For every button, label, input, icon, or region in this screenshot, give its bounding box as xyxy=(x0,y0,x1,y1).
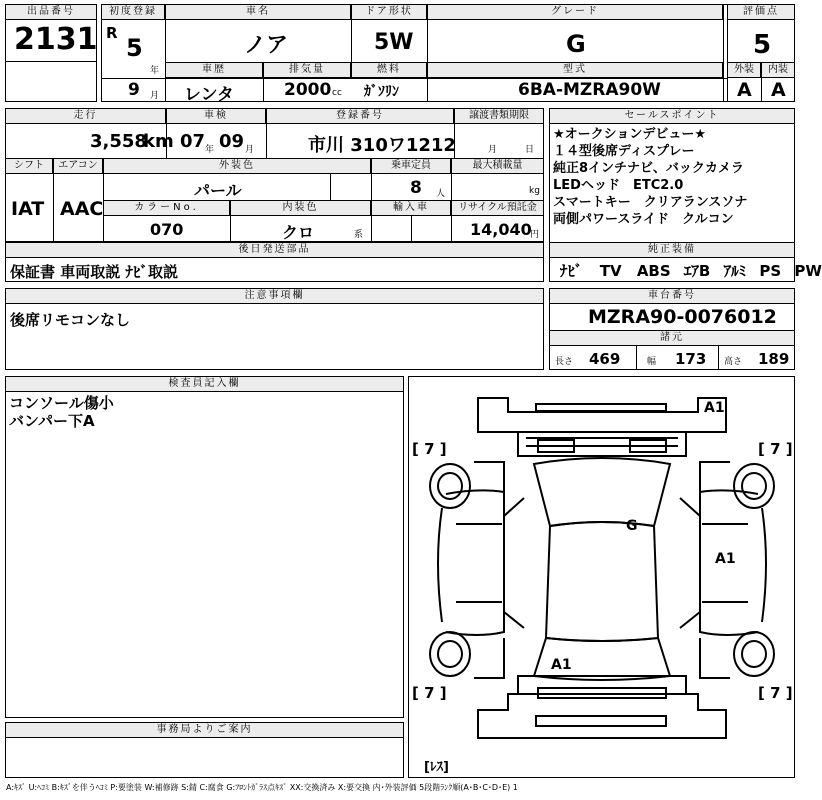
inspection-label: 車検 xyxy=(166,108,266,124)
month-unit: 月 xyxy=(150,91,160,101)
recycle-label: リサイクル預託金 xyxy=(451,200,544,216)
width-label: 幅 xyxy=(647,357,657,367)
spare-tire: [ﾚｽ] xyxy=(424,760,449,775)
inspector-line: コンソール傷小 xyxy=(9,394,114,412)
model-label: 型式 xyxy=(427,62,723,78)
displacement-label: 排気量 xyxy=(263,62,351,78)
score: 5 xyxy=(753,30,772,60)
legend: A:ｷｽﾞ U:ﾍｺﾐ B:ｷｽﾞを伴うﾍｺﾐ P:要塗装 W:補修跡 S:錆 C:腐食 G:ﾌﾛﾝﾄｶﾞﾗｽ点ｷｽﾞ XX:交換済み X:要交換 内･外装評価 5段階ﾗﾝｸ順(A･B･C･D･E) 1 xyxy=(6,783,518,792)
score-label: 評価点 xyxy=(727,4,795,20)
era: R xyxy=(106,24,118,42)
grade: G xyxy=(566,30,586,58)
capacity-unit: 人 xyxy=(436,189,446,199)
first-reg-month: 9 xyxy=(128,80,140,100)
later-parts: 保証書 車両取説 ﾅﾋﾞ取説 xyxy=(10,263,178,281)
specs-label: 諸元 xyxy=(549,330,795,346)
reg-no-label: 登録番号 xyxy=(266,108,454,124)
sales-point-line: 両側パワースライド クルコン xyxy=(553,212,734,227)
lot-number-label: 出品番号 xyxy=(5,4,97,20)
tire-tread-left-front: [ 7 ] xyxy=(412,440,447,458)
int-color-unit: 系 xyxy=(354,230,364,240)
damage-mark-right-side: A1 xyxy=(715,551,736,567)
transfer-day-unit: 日 xyxy=(525,145,535,155)
exterior-score: A xyxy=(737,79,752,101)
equipment-list xyxy=(560,260,822,281)
ac: AAC xyxy=(60,198,104,220)
history-label: 車歴 xyxy=(165,62,263,78)
equipment-item: TV xyxy=(599,262,622,280)
shift: IAT xyxy=(11,198,45,220)
car-outline-diagram xyxy=(408,376,795,778)
max-load-unit: kg xyxy=(529,186,540,196)
recycle-fee: 14,040 xyxy=(470,220,532,239)
tire-tread-right-front: [ 7 ] xyxy=(758,440,793,458)
equipment-label: 純正装備 xyxy=(549,242,795,258)
reg-no: 市川 310ワ1212 xyxy=(308,135,456,156)
height-label: 高さ xyxy=(724,357,743,367)
insp-month-unit: 月 xyxy=(245,145,255,155)
max-load-label: 最大積載量 xyxy=(451,158,544,174)
equipment-item: ﾅﾋﾞ xyxy=(560,262,583,280)
mileage: 3,558 xyxy=(90,131,147,152)
mileage-unit: km xyxy=(143,131,174,152)
sales-point-line: １４型後席ディスプレー xyxy=(553,144,695,159)
ext-color: パール xyxy=(194,181,242,200)
first-reg-label: 初度登録 xyxy=(101,4,165,20)
door-label: ドア形状 xyxy=(351,4,427,20)
damage-mark-front-bumper: A1 xyxy=(704,400,725,416)
import-label: 輸入車 xyxy=(371,200,451,216)
sales-points-label: セールスポイント xyxy=(549,108,795,124)
lot-number: 2131 xyxy=(14,22,98,57)
office-label: 事務局よりご案内 xyxy=(5,722,404,738)
row2-grid xyxy=(5,108,544,242)
height: 189 xyxy=(758,350,790,368)
sales-point-line: LEDヘッド ETC2.0 xyxy=(553,178,684,193)
equipment-item: PS xyxy=(759,262,782,280)
insp-year: 07 xyxy=(180,131,206,152)
shift-label: シフト xyxy=(5,158,53,174)
ext-color-label: 外装色 xyxy=(103,158,371,174)
chassis-number: MZRA90-0076012 xyxy=(588,306,777,328)
interior-score: A xyxy=(771,79,786,101)
tire-tread-right-rear: [ 7 ] xyxy=(758,684,793,702)
mileage-label: 走行 xyxy=(5,108,166,124)
chassis-label: 車台番号 xyxy=(549,288,795,304)
length-label: 長さ xyxy=(555,357,574,367)
exterior-label: 外装 xyxy=(727,62,761,78)
inspector-label: 検査員記入欄 xyxy=(5,376,404,392)
car-name-label: 車名 xyxy=(165,4,351,20)
grade-label: グレード xyxy=(427,4,723,20)
color-no: 070 xyxy=(150,220,184,239)
displacement-unit: cc xyxy=(332,88,342,98)
model: 6BA-MZRA90W xyxy=(518,80,661,100)
width: 173 xyxy=(675,350,707,368)
sales-point-line: 純正8インチナビ、バックカメラ xyxy=(553,161,744,176)
interior-label: 内装 xyxy=(761,62,795,78)
int-color: クロ xyxy=(282,223,315,242)
car-name: ノア xyxy=(244,33,289,58)
color-no-label: カラーNo. xyxy=(103,200,230,216)
recycle-unit: 円 xyxy=(530,230,540,240)
inspector-notes xyxy=(9,394,114,430)
transfer-month-unit: 月 xyxy=(488,145,498,155)
fuel-label: 燃料 xyxy=(351,62,427,78)
equipment-item: ｴｱB xyxy=(683,262,711,280)
damage-mark-rear: A1 xyxy=(551,657,572,673)
displacement: 2000 xyxy=(284,80,332,100)
int-color-label: 内装色 xyxy=(230,200,371,216)
later-parts-label: 後日発送部品 xyxy=(5,242,544,258)
equipment-item: ABS xyxy=(636,262,671,280)
sales-point-line: スマートキー クリアランスソナ xyxy=(553,195,748,210)
sales-points-list xyxy=(553,126,747,228)
first-reg-year: 5 xyxy=(126,34,143,62)
year-unit: 年 xyxy=(150,66,160,76)
length: 469 xyxy=(589,350,621,368)
insp-month: 09 xyxy=(219,131,245,152)
caution-text: 後席リモコンなし xyxy=(10,311,131,329)
equipment-item: PW xyxy=(794,262,822,280)
capacity: 8 xyxy=(410,178,422,198)
fuel: ｶﾞｿﾘﾝ xyxy=(364,84,399,100)
history: レンタ xyxy=(184,85,234,105)
insp-year-unit: 年 xyxy=(205,145,215,155)
capacity-label: 乗車定員 xyxy=(371,158,451,174)
caution-label: 注意事項欄 xyxy=(5,288,544,304)
damage-mark-windshield: G xyxy=(626,518,638,534)
equipment-item: ｱﾙﾐ xyxy=(723,262,747,280)
inspector-line: バンパー下A xyxy=(9,412,95,430)
transfer-label: 譲渡書類期限 xyxy=(454,108,544,124)
tire-tread-left-rear: [ 7 ] xyxy=(412,684,447,702)
ac-label: エアコン xyxy=(53,158,103,174)
door-type: 5W xyxy=(374,30,414,55)
sales-point-line: ★オークションデビュー★ xyxy=(553,127,707,142)
